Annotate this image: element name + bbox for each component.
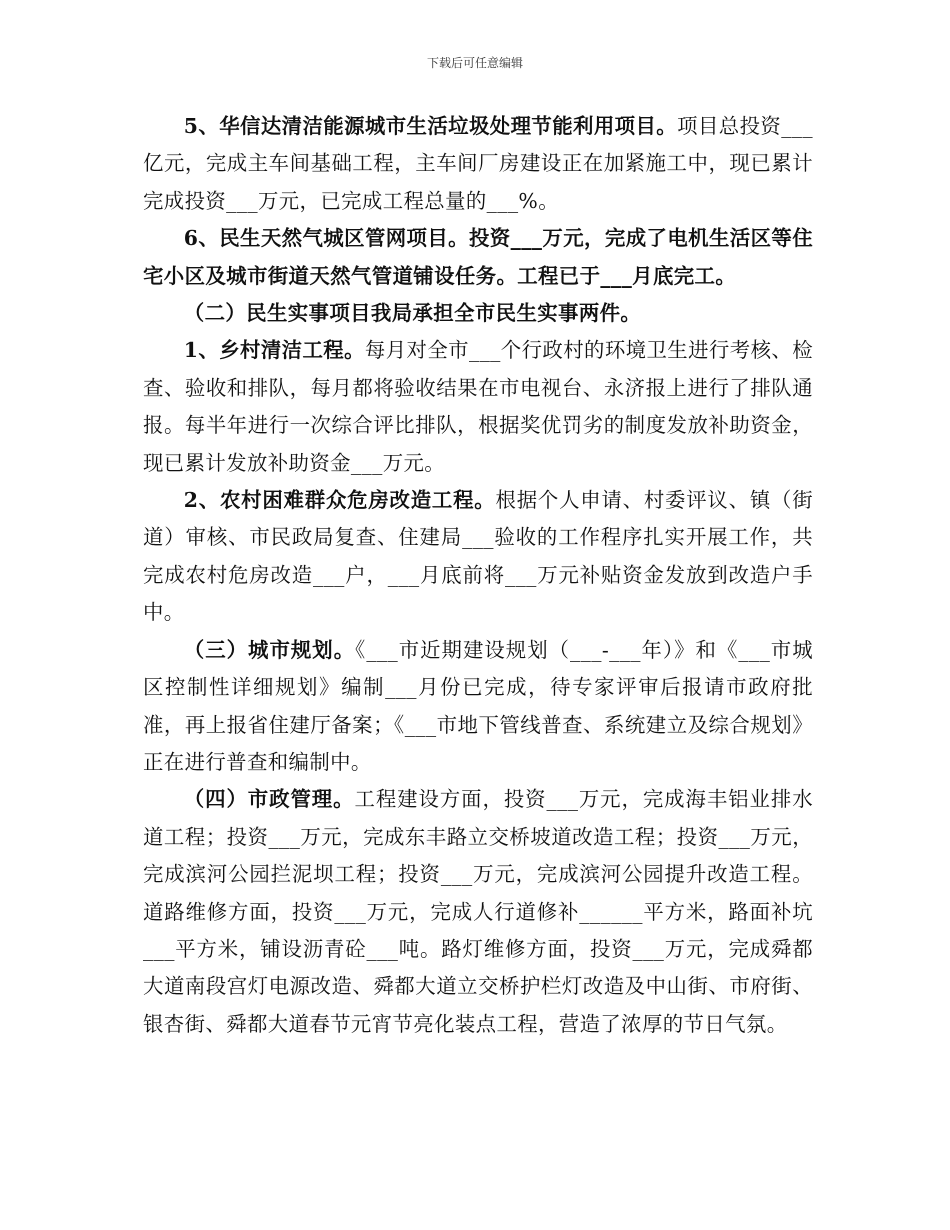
paragraph-lead: 6、民生天然气城区管网项目。投资___万元，完成了电机生活区等住宅小区及城市街道天然气管道铺设任务。工程已于___月底完工。 [143, 226, 813, 288]
section-heading-2 [143, 295, 813, 332]
paragraph-municipal-management [143, 781, 813, 1043]
paragraph-text: 项目总投资___亿元，完成主车间基础工程，主车间厂房建设正在加紧施工中，现已累计完成投资___万元，已完成工程总量的___%。 [143, 114, 813, 213]
paragraph-text: 每月对全市___个行政村的环境卫生进行考核、检查、验收和排队，每月都将验收结果在市电视台、永济报上进行了排队通报。每半年进行一次综合评比排队，根据奖优罚劣的制度发放补助资金，现已累计发放补助资金___万元。 [143, 338, 813, 475]
paragraph-lead: （四）市政管理。 [183, 787, 355, 812]
paragraph-lead: 2、农村困难群众危房改造工程。 [183, 488, 496, 513]
paragraph-urban-planning [143, 632, 813, 782]
paragraph-lead: （二）民生实事项目我局承担全市民生实事两件。 [183, 301, 642, 326]
document-body [143, 108, 813, 1043]
paragraph-rural-cleaning [143, 332, 813, 482]
paragraph-text: 《___市近期建设规划（___-___年）》和《___市城区控制性详细规划》编制___月份已完成，待专家评审后报请市政府批准，再上报省住建厅备案；《___市地下管线普查、系统建立及综合规划》正在进行普查和编制中。 [143, 637, 813, 774]
paragraph-text: 工程建设方面，投资___万元，完成海丰铝业排水道工程；投资___万元，完成东丰路立交桥坡道改造工程；投资___万元，完成滨河公园拦泥坝工程；投资___万元，完成滨河公园提升改造工程。道路维修方面，投资___万元，完成人行道修补______平方米，路面补坑___平方米，铺设沥青砼___吨。路灯维修方面，投资___万元，完成舜都大道南段宫灯电源改造、舜都大道立交桥护栏灯改造及中山街、市府街、银杏街、舜都大道春节元宵节亮化装点工程，营造了浓厚的节日气氛。 [143, 787, 813, 1036]
paragraph-lead: （三）城市规划。 [183, 637, 356, 662]
page-header: 下载后可任意编辑 [426, 56, 523, 70]
paragraph-lead: 1、乡村清洁工程。 [183, 338, 365, 363]
paragraph-item-5 [143, 108, 813, 220]
paragraph-housing-renovation [143, 482, 813, 632]
paragraph-lead: 5、华信达清洁能源城市生活垃圾处理节能利用项目。 [183, 114, 678, 138]
paragraph-item-6 [143, 220, 813, 295]
paragraph-text: 根据个人申请、村委评议、镇（街道）审核、市民政局复查、住建局___验收的工作程序扎实开展工作，共完成农村危房改造___户，___月底前将___万元补贴资金发放到改造户手中。 [143, 488, 813, 625]
